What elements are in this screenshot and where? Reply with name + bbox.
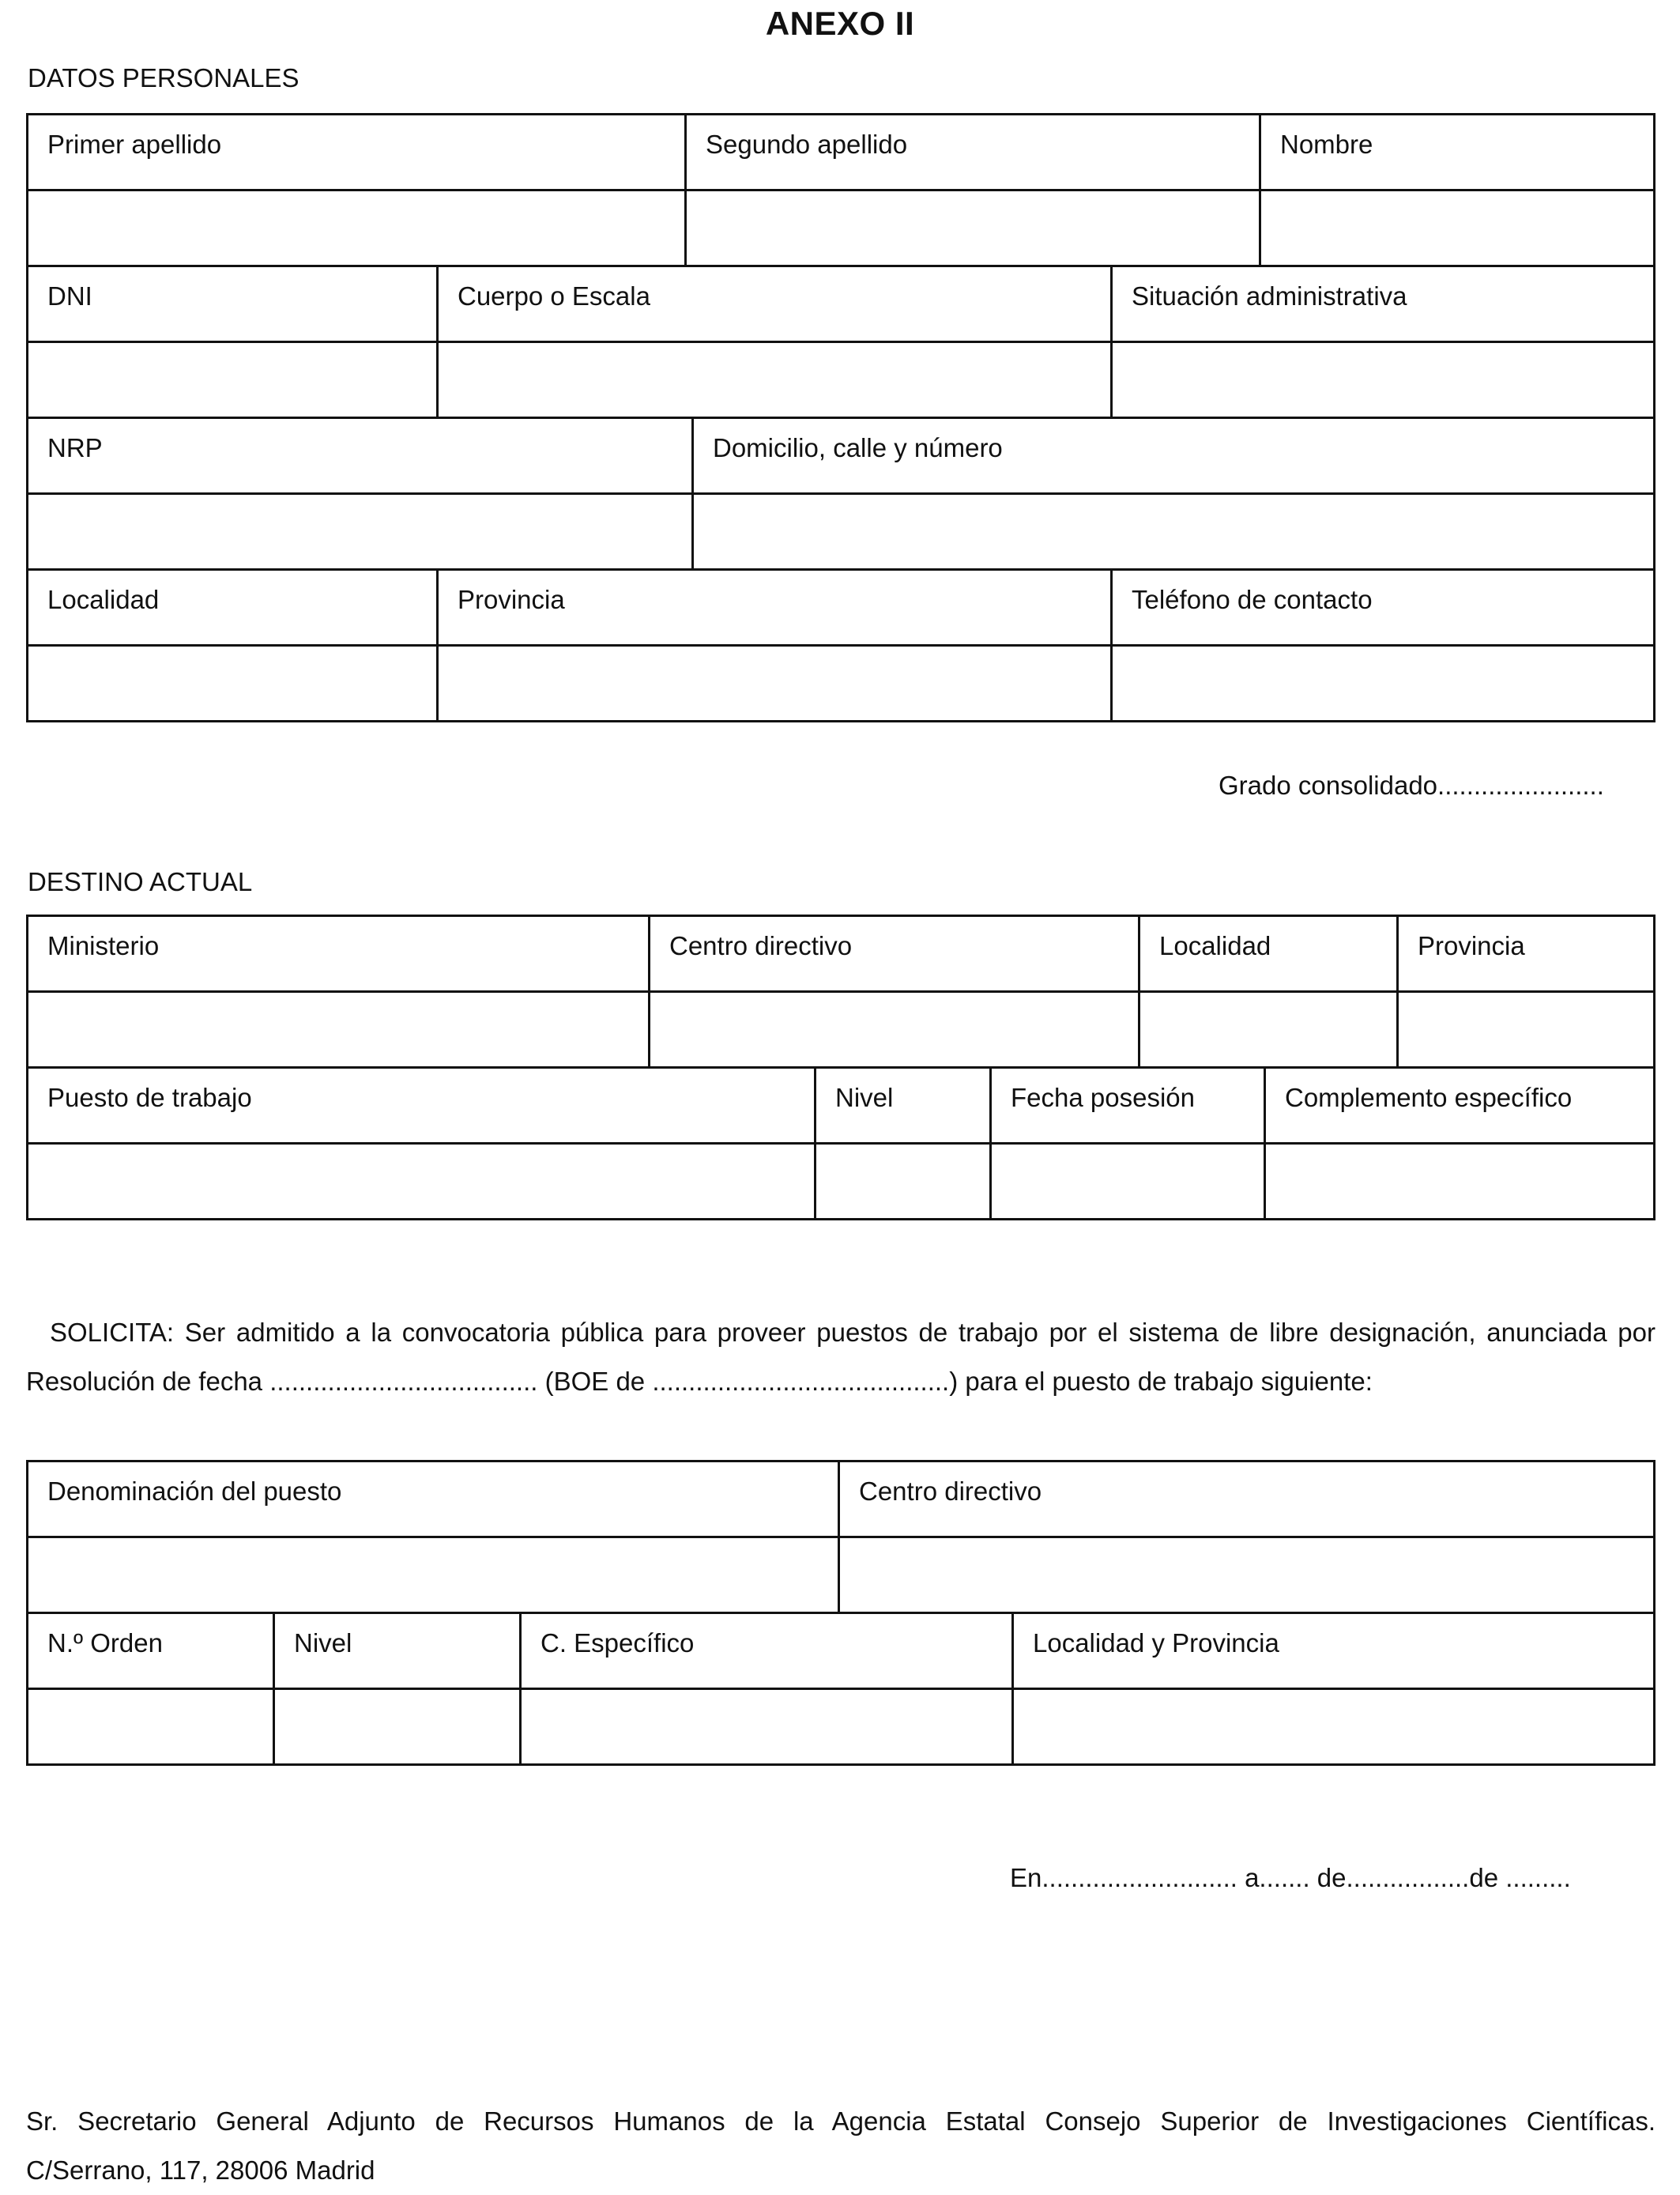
- field-centro-directivo[interactable]: [840, 1538, 1656, 1614]
- field-dni[interactable]: [28, 343, 439, 419]
- header-telefono: Teléfono de contacto: [1113, 571, 1656, 647]
- header-fecha-posesion: Fecha posesión: [992, 1069, 1266, 1145]
- table-row: [28, 917, 1656, 993]
- table-row: [28, 115, 1656, 191]
- header-segundo-apellido: Segundo apellido: [687, 115, 1261, 191]
- field-nombre[interactable]: [1261, 191, 1656, 267]
- header-centro-directivo: Centro directivo: [840, 1462, 1656, 1538]
- field-complemento-especifico[interactable]: [1266, 1145, 1656, 1220]
- header-c-especifico: C. Específico: [522, 1614, 1014, 1690]
- header-cuerpo-escala: Cuerpo o Escala: [439, 267, 1113, 343]
- header-provincia: Provincia: [439, 571, 1113, 647]
- field-denominacion-puesto[interactable]: [28, 1538, 840, 1614]
- solicita-text-1: SOLICITA: Ser admitido a la convocatoria pública para proveer puestos de trabajo por el sistema de libre designación, anunciada por: [50, 1318, 1656, 1347]
- solicita-line-2: Resolución de fecha ..................................... (BOE de .........................................) para el puesto de trabajo siguiente:: [26, 1367, 1373, 1396]
- header-domicilio: Domicilio, calle y número: [694, 419, 1656, 495]
- field-telefono[interactable]: [1113, 647, 1656, 722]
- table-row: [28, 1069, 1656, 1145]
- field-provincia[interactable]: [439, 647, 1113, 722]
- field-nivel[interactable]: [275, 1690, 522, 1766]
- field-centro-directivo[interactable]: [650, 993, 1140, 1069]
- header-denominacion-puesto: Denominación del puesto: [28, 1462, 840, 1538]
- header-localidad-provincia: Localidad y Provincia: [1014, 1614, 1656, 1690]
- document-title: ANEXO II: [765, 5, 915, 42]
- field-puesto-trabajo[interactable]: [28, 1145, 816, 1220]
- table-row: [28, 1538, 1656, 1614]
- field-provincia[interactable]: [1399, 993, 1656, 1069]
- table-row: [28, 1462, 1656, 1538]
- header-dni: DNI: [28, 267, 439, 343]
- field-situacion-administrativa[interactable]: [1113, 343, 1656, 419]
- header-nombre: Nombre: [1261, 115, 1656, 191]
- field-nrp[interactable]: [28, 495, 694, 571]
- field-localidad[interactable]: [1140, 993, 1399, 1069]
- table-row: [28, 571, 1656, 647]
- header-primer-apellido: Primer apellido: [28, 115, 687, 191]
- header-centro-directivo: Centro directivo: [650, 917, 1140, 993]
- table-row: [28, 191, 1656, 267]
- personal-data-table: [26, 113, 1656, 722]
- header-nivel: Nivel: [816, 1069, 992, 1145]
- field-localidad[interactable]: [28, 647, 439, 722]
- addressee-block: [26, 2097, 1656, 2195]
- addressee-line-2: C/Serrano, 117, 28006 Madrid: [26, 2155, 375, 2185]
- table-row: [28, 1690, 1656, 1766]
- section-heading-datos-personales: DATOS PERSONALES: [28, 63, 299, 92]
- header-nrp: NRP: [28, 419, 694, 495]
- solicita-line-1: [26, 1308, 1656, 1357]
- field-nivel[interactable]: [816, 1145, 992, 1220]
- field-fecha-posesion[interactable]: [992, 1145, 1266, 1220]
- field-domicilio[interactable]: [694, 495, 1656, 571]
- current-post-table: [26, 915, 1656, 1220]
- field-localidad-provincia[interactable]: [1014, 1690, 1656, 1766]
- header-situacion-administrativa: Situación administrativa: [1113, 267, 1656, 343]
- header-nivel: Nivel: [275, 1614, 522, 1690]
- table-row: [28, 343, 1656, 419]
- grado-consolidado: Grado consolidado.......................: [1219, 771, 1604, 800]
- addressee-line-1: Sr. Secretario General Adjunto de Recursos Humanos de la Agencia Estatal Consejo Superior de Investigaciones Científicas.: [26, 2106, 1656, 2136]
- section-heading-destino-actual: DESTINO ACTUAL: [28, 867, 253, 896]
- field-numero-orden[interactable]: [28, 1690, 275, 1766]
- table-row: [28, 993, 1656, 1069]
- requested-post-table: [26, 1460, 1656, 1766]
- header-provincia: Provincia: [1399, 917, 1656, 993]
- header-localidad: Localidad: [1140, 917, 1399, 993]
- field-c-especifico[interactable]: [522, 1690, 1014, 1766]
- field-segundo-apellido[interactable]: [687, 191, 1261, 267]
- table-row: [28, 1145, 1656, 1220]
- field-cuerpo-escala[interactable]: [439, 343, 1113, 419]
- field-ministerio[interactable]: [28, 993, 650, 1069]
- field-primer-apellido[interactable]: [28, 191, 687, 267]
- table-row: [28, 1614, 1656, 1690]
- header-numero-orden: N.º Orden: [28, 1614, 275, 1690]
- header-puesto-trabajo: Puesto de trabajo: [28, 1069, 816, 1145]
- header-localidad: Localidad: [28, 571, 439, 647]
- place-date-line: En........................... a....... de.................de .........: [1010, 1863, 1571, 1892]
- table-row: [28, 419, 1656, 495]
- header-complemento-especifico: Complemento específico: [1266, 1069, 1656, 1145]
- header-ministerio: Ministerio: [28, 917, 650, 993]
- solicita-paragraph: [26, 1308, 1656, 1406]
- table-row: [28, 267, 1656, 343]
- table-row: [28, 647, 1656, 722]
- table-row: [28, 495, 1656, 571]
